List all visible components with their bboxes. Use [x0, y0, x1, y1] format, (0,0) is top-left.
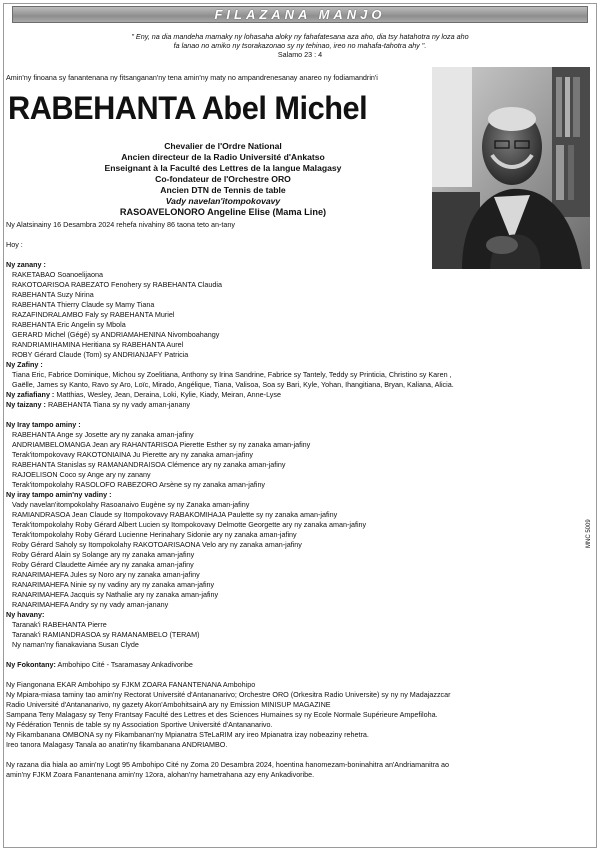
closing-line: Ny razana dia hiala ao amin'ny Logt 95 Ambohipo Cité ny Zoma 20 Desambra 2024, hoentina hanomezam-boninahitra an'Andriamanitra ao	[6, 760, 450, 769]
section-label-children: Ny zanany :	[6, 260, 46, 269]
title-line: Co-fondateur de l'Orchestre ORO	[155, 174, 291, 184]
list-item: Terak'itompokolahy RASOLOFO RABEZORO Arsène sy ny zanaka aman-jafiny	[12, 480, 266, 489]
list-item: RABEHANTA Suzy Nirina	[12, 290, 94, 299]
verse-line: " Eny, na dia mandeha mamaky ny lohasaha aloky ny fahafatesana aza aho, dia tsy hatahotra ny loza aho	[131, 32, 469, 41]
list-item: Terak'itompokovavy RAKOTONIAINA Ju Pierette ary ny zanaka aman-jafiny	[12, 450, 253, 459]
section-label-great-grandchildren: Ny zafiafiany :	[6, 390, 55, 399]
bible-verse	[20, 32, 580, 59]
list-item: RANARIMAHEFA Jules sy Noro ary ny zanaka aman-jafiny	[12, 570, 200, 579]
section-label-grandchildren: Ny Zafiny :	[6, 360, 43, 369]
list-item: RANARIMAHEFA Jacquis sy Nathalie ary ny zanaka aman-jafiny	[12, 590, 219, 599]
list-item: RAKETABAO Soanoelijaona	[12, 270, 103, 279]
list-item: Vady navelan'itompokolahy Rasoanaivo Eugène sy ny Zanaka aman-jafiny	[12, 500, 250, 509]
list-item: Roby Gérard Alain sy Solange ary ny zanaka aman-jafiny	[12, 550, 195, 559]
fokontany-row	[6, 660, 590, 670]
list-item: RABEHANTA Thierry Claude sy Mamy Tiana	[12, 300, 155, 309]
intro-text: Amin'ny finoana sy fanantenana ny fitsanganan'ny tena amin'ny maty no ampandrenesanay anareo ny fodiamandrin'i	[6, 73, 378, 82]
list-item: RAKOTOARISOA RABEZATO Fenohery sy RABEHANTA Claudia	[12, 280, 222, 289]
section-label-relatives: Ny havany:	[6, 610, 45, 619]
section-label-fokontany: Ny Fokontany:	[6, 660, 56, 669]
list-item: RABEHANTA Ange sy Josette ary ny zanaka aman-jafiny	[12, 430, 194, 439]
great-grandchildren-text: Matthias, Wesley, Jean, Deraina, Loki, Kylie, Kiady, Meiran, Anne-Lyse	[54, 390, 281, 399]
list-item: Terak'itompokolahy Roby Gérard Lucienne Herinahary Sidonie ary ny zanaka aman-jafiny	[12, 530, 297, 539]
organization-line: Ny Fikambanana OMBONA sy ny Fikambanan'ny Mpianatra STeLaRIM ary ireo Mpianatra izay nobeaziny rehetra.	[6, 730, 369, 739]
list-item: RAZAFINDRALAMBO Faly sy RABEHANTA Muriel	[12, 310, 175, 319]
list-item: Roby Gérard Saholy sy Itompokolahy RAKOTOARISAONA Velo ary ny zanaka aman-jafiny	[12, 540, 302, 549]
grandchildren-line: Gaëlle, James sy Kanto, Ravo sy Aro, Loïc, Mirado, Angélique, Tiana, Valisoa, Soa sy Bari, Kyle, Yohan, Ihangitiana, Bryan, Kaliana, Alicia.	[12, 380, 454, 389]
organization-line: Ny Fiangonana EKAR Ambohipo sy FJKM ZOARA FANANTENANA Ambohipo	[6, 680, 256, 689]
list-item: Terak'itompokolahy Roby Gérard Albert Lucien sy Itompokovavy Delmotte Georgette ary ny zanaka aman-jafiny	[12, 520, 367, 529]
section-label-siblings: Ny Iray tampo aminy :	[6, 420, 81, 429]
title-line: Chevalier de l'Ordre National	[164, 141, 282, 151]
list-item: Ny naman'ny fianakaviana Susan Clyde	[12, 640, 139, 649]
foster-row	[6, 400, 590, 410]
title-line: Ancien DTN de Tennis de table	[160, 185, 286, 195]
organization-line: Ireo tanora Malagasy Tanala ao anatin'ny fikambanana ANDRIAMBO.	[6, 740, 228, 749]
title-line: Enseignant à la Faculté des Lettres de la langue Malagasy	[104, 163, 342, 173]
organization-line: Ny Fédération Tennis de table sy ny Association Sportive Université d'Antananarivo.	[6, 720, 273, 729]
reference-code: MNC 5009	[586, 519, 592, 548]
grandchildren-line: Tiana Eric, Fabrice Dominique, Michou sy Zoelitiana, Anthony sy Irina Sandrine, Fabrice sy Tantely, Teddy sy Printicia, Christino sy Karen ,	[12, 370, 452, 379]
deceased-name: RABEHANTA Abel Michel	[8, 90, 368, 126]
verse-line: fa lanao no amiko ny tsorakazonao sy ny tehinao, ireo no mahafa-tahotra ahy ".	[173, 41, 427, 50]
list-item: Roby Gérard Claudette Aimée ary ny zanaka aman-jafiny	[12, 560, 194, 569]
list-item: RAMIANDRASOA Jean Claude sy Itompokovavy RABAKOMIHAJA Paulette sy ny zanaka aman-jafiny	[12, 510, 338, 519]
banner-title: FILAZANA MANJO	[12, 6, 588, 23]
section-label-spouse-siblings: Ny iray tampo amin'ny vadiny :	[6, 490, 112, 499]
list-item: RAJOELISON Coco sy Ange ary ny zanany	[12, 470, 151, 479]
foster-text: RABEHANTA Tiana sy ny vady aman-janany	[45, 400, 191, 409]
fokontany-text: Ambohipo Cité - Tsaramasay Ankadivoribe	[55, 660, 193, 669]
closing-line: amin'ny FJKM Zoara Fanantenana amin'ny 12ora, alohan'ny hametrahana azy eny Ankadivoribe.	[6, 770, 315, 779]
deceased-titles	[20, 141, 426, 218]
list-item: RANDRIAMIHAMINA Heritiana sy RABEHANTA Aurel	[12, 340, 184, 349]
organization-line: Sampana Teny Malagasy sy Teny Frantsay Faculté des Lettres et des Sciences Humaines sy ny Ecole Normale Supérieure Ampefiloha.	[6, 710, 438, 719]
list-item: ANDRIAMBELOMANGA Jean ary RAHANTARISOA Pierette Esther sy ny zanaka aman-jafiny	[12, 440, 311, 449]
hoy-label: Hoy :	[6, 240, 23, 249]
section-label-foster: Ny taizany :	[6, 400, 46, 409]
list-item: RANARIMAHEFA Ninie sy ny vadiny ary ny zanaka aman-jafiny	[12, 580, 215, 589]
list-item: Taranak'i RAMIANDRASOA sy RAMANAMBELO (TERAM)	[12, 630, 200, 639]
list-item: RANARIMAHEFA Andry sy ny vady aman-janany	[12, 600, 169, 609]
list-item: Taranak'i RABEHANTA Pierre	[12, 620, 107, 629]
list-item: RABEHANTA Stanislas sy RAMANANDRAISOA Clémence ary ny zanaka aman-jafiny	[12, 460, 286, 469]
list-item: ROBY Gérard Claude (Tom) sy ANDRIANJAFY Patricia	[12, 350, 189, 359]
spouse-role: Vady navelan'itompokovavy	[165, 196, 281, 206]
organization-line: Ny Mpiara-miasa taminy tao amin'ny Rectorat Université d'Antananarivo; Orchestre ORO (Orkesitra Radio Universite) sy ny ny Madajazzcar	[6, 690, 451, 699]
notice-body	[6, 220, 590, 780]
organization-line: Radio Université d'Antananarivo, ny gazety Akon'AmbohitsainA ary ny Emission MINISUP MAGAZINE	[6, 700, 331, 709]
great-grandchildren-row	[6, 390, 590, 400]
death-notice: Ny Alatsinainy 16 Desambra 2024 rehefa nivahiny 86 taona teto an-tany	[6, 220, 235, 229]
spouse-name: RASOAVELONORO Angeline Elise (Mama Line)	[119, 207, 327, 217]
list-item: RABEHANTA Eric Angelin sy Mbola	[12, 320, 126, 329]
title-line: Ancien directeur de la Radio Université d'Ankatso	[121, 152, 325, 162]
verse-reference: Salamo 23 : 4	[277, 50, 323, 59]
list-item: GERARD Michel (Gégé) sy ANDRIAMAHENINA Nivomboahangy	[12, 330, 220, 339]
